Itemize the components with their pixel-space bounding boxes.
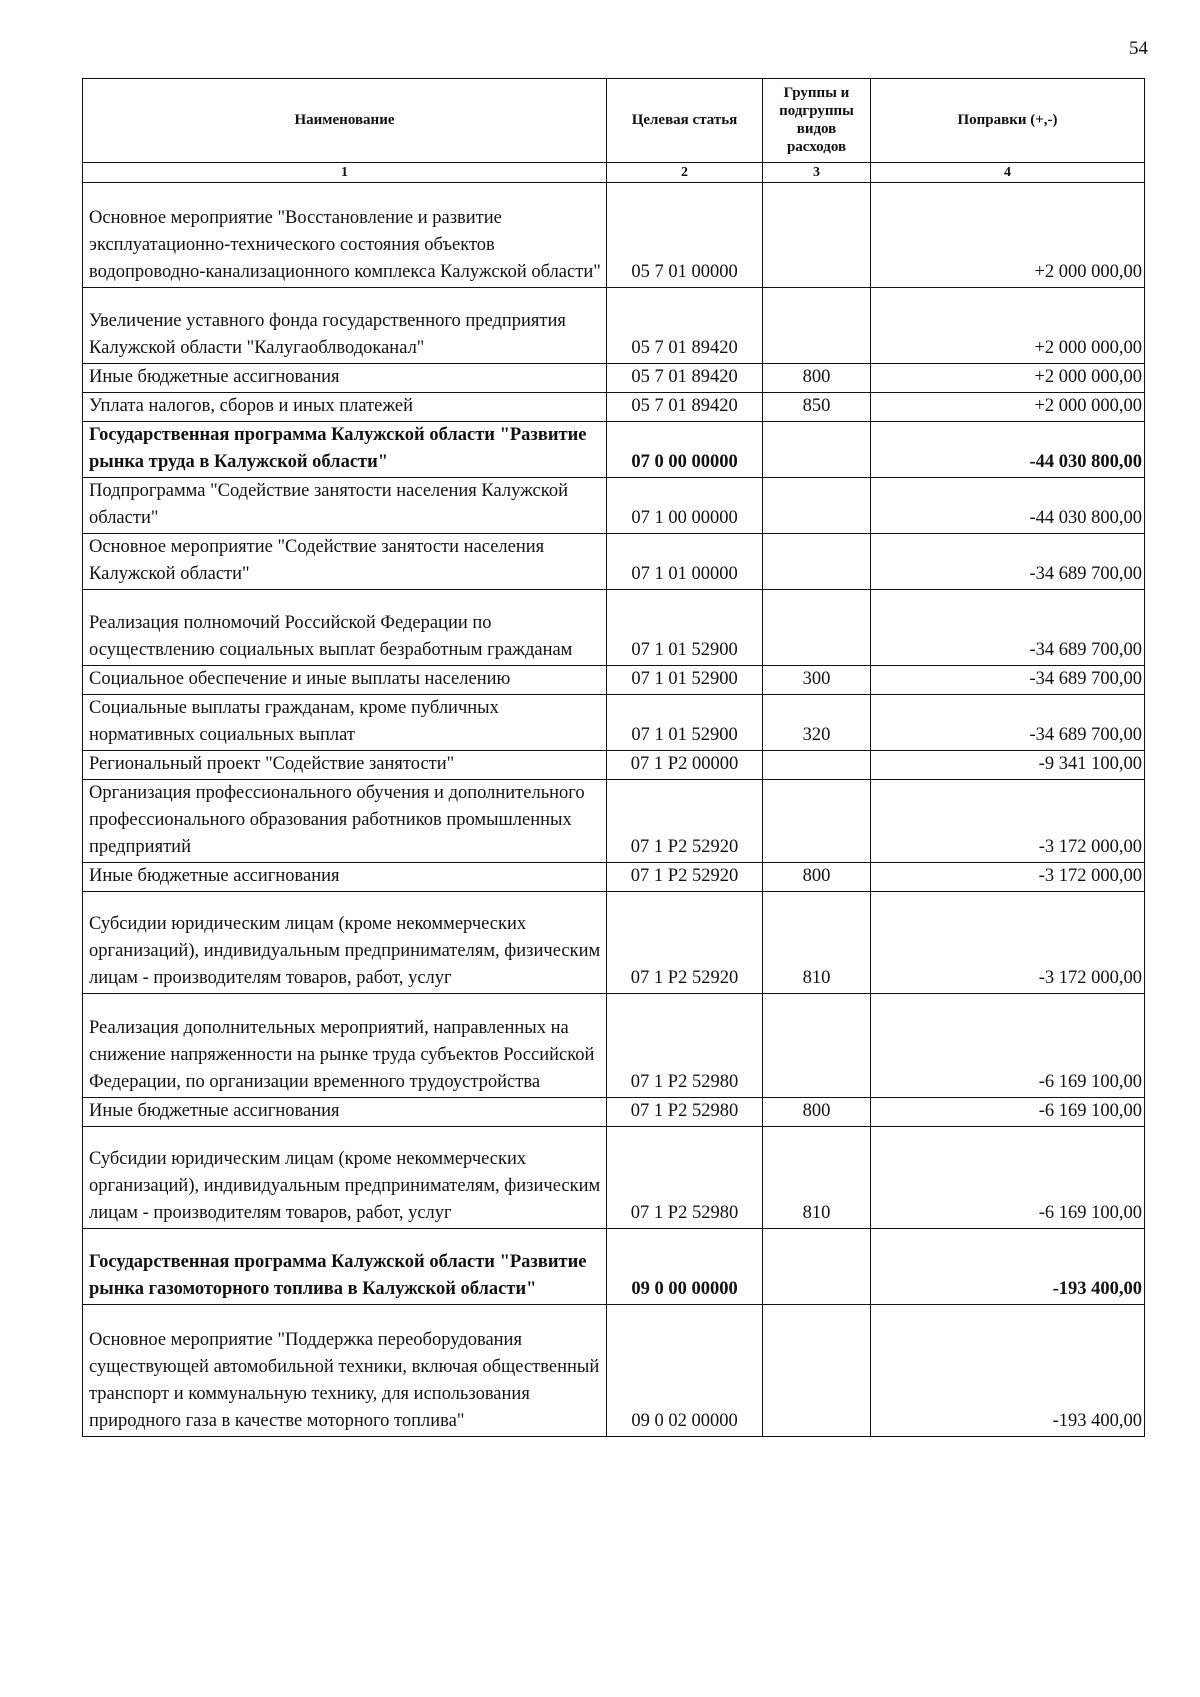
row-code: 09 0 02 00000 xyxy=(607,1305,763,1437)
row-group: 800 xyxy=(763,863,871,892)
row-name: Организация профессионального обучения и дополнительного профессионального образования работников промышленных предприятий xyxy=(83,780,607,863)
row-code: 05 7 01 89420 xyxy=(607,288,763,364)
column-number: 3 xyxy=(763,163,871,183)
budget-amendments-table xyxy=(82,78,1145,1437)
row-code: 05 7 01 89420 xyxy=(607,364,763,393)
row-code: 09 0 00 00000 xyxy=(607,1229,763,1305)
row-name: Иные бюджетные ассигнования xyxy=(83,863,607,892)
row-amount: -3 172 000,00 xyxy=(871,863,1145,892)
column-header-code: Целевая статья xyxy=(607,79,763,163)
row-code: 07 1 00 00000 xyxy=(607,478,763,534)
row-amount: -193 400,00 xyxy=(871,1229,1145,1305)
row-group xyxy=(763,183,871,288)
row-name: Увеличение уставного фонда государственного предприятия Калужской области "Калугаоблводоканал" xyxy=(83,288,607,364)
column-number-row xyxy=(83,163,1145,183)
header-row xyxy=(83,79,1145,163)
row-group xyxy=(763,590,871,666)
row-group xyxy=(763,780,871,863)
table-row xyxy=(83,422,1145,478)
row-name: Реализация полномочий Российской Федерации по осуществлению социальных выплат безработным гражданам xyxy=(83,590,607,666)
row-group: 810 xyxy=(763,892,871,994)
row-code: 07 0 00 00000 xyxy=(607,422,763,478)
row-group: 850 xyxy=(763,393,871,422)
row-group xyxy=(763,994,871,1098)
table-row xyxy=(83,1098,1145,1127)
row-name: Иные бюджетные ассигнования xyxy=(83,1098,607,1127)
row-name: Социальные выплаты гражданам, кроме публичных нормативных социальных выплат xyxy=(83,695,607,751)
row-amount: -3 172 000,00 xyxy=(871,780,1145,863)
row-amount: -6 169 100,00 xyxy=(871,994,1145,1098)
row-code: 07 1 01 52900 xyxy=(607,666,763,695)
row-code: 07 1 P2 52980 xyxy=(607,994,763,1098)
row-name: Основное мероприятие "Восстановление и развитие эксплуатационно-технического состояния объектов водопроводно-канализационного комплекса Калужской области" xyxy=(83,183,607,288)
row-name: Государственная программа Калужской области "Развитие рынка газомоторного топлива в Калужской области" xyxy=(83,1229,607,1305)
table-row xyxy=(83,288,1145,364)
row-amount: -193 400,00 xyxy=(871,1305,1145,1437)
row-code: 07 1 P2 52920 xyxy=(607,863,763,892)
row-code: 07 1 P2 52980 xyxy=(607,1127,763,1229)
row-amount: -6 169 100,00 xyxy=(871,1127,1145,1229)
row-amount: +2 000 000,00 xyxy=(871,393,1145,422)
table-row xyxy=(83,1305,1145,1437)
row-amount: -9 341 100,00 xyxy=(871,751,1145,780)
table-row xyxy=(83,393,1145,422)
row-group xyxy=(763,288,871,364)
table-row xyxy=(83,534,1145,590)
row-name: Социальное обеспечение и иные выплаты населению xyxy=(83,666,607,695)
row-code: 07 1 P2 52980 xyxy=(607,1098,763,1127)
table-row xyxy=(83,478,1145,534)
column-number: 4 xyxy=(871,163,1145,183)
row-code: 05 7 01 89420 xyxy=(607,393,763,422)
row-amount: +2 000 000,00 xyxy=(871,288,1145,364)
row-name: Основное мероприятие "Поддержка переоборудования существующей автомобильной техники, включая общественный транспорт и коммунальную технику, для использования природного газа в качестве моторного топлива" xyxy=(83,1305,607,1437)
row-amount: +2 000 000,00 xyxy=(871,183,1145,288)
row-code: 07 1 01 52900 xyxy=(607,590,763,666)
row-group: 800 xyxy=(763,364,871,393)
table-row xyxy=(83,994,1145,1098)
row-name: Региональный проект "Содействие занятости" xyxy=(83,751,607,780)
table-row xyxy=(83,695,1145,751)
table-row xyxy=(83,780,1145,863)
table-row xyxy=(83,863,1145,892)
row-amount: -44 030 800,00 xyxy=(871,422,1145,478)
row-amount: -34 689 700,00 xyxy=(871,534,1145,590)
row-group xyxy=(763,1229,871,1305)
row-group: 320 xyxy=(763,695,871,751)
row-group xyxy=(763,751,871,780)
row-name: Субсидии юридическим лицам (кроме некоммерческих организаций), индивидуальным предпринимателям, физическим лицам - производителям товаров, работ, услуг xyxy=(83,892,607,994)
table-row xyxy=(83,892,1145,994)
row-amount: -6 169 100,00 xyxy=(871,1098,1145,1127)
table-row xyxy=(83,1229,1145,1305)
row-group xyxy=(763,422,871,478)
row-group: 800 xyxy=(763,1098,871,1127)
row-group xyxy=(763,534,871,590)
column-header-name: Наименование xyxy=(83,79,607,163)
table-row xyxy=(83,364,1145,393)
row-group xyxy=(763,1305,871,1437)
row-group: 810 xyxy=(763,1127,871,1229)
page-number: 54 xyxy=(1129,38,1148,59)
column-number: 1 xyxy=(83,163,607,183)
row-amount: -34 689 700,00 xyxy=(871,590,1145,666)
row-name: Подпрограмма "Содействие занятости населения Калужской области" xyxy=(83,478,607,534)
row-code: 07 1 P2 00000 xyxy=(607,751,763,780)
table-row xyxy=(83,590,1145,666)
table-row xyxy=(83,666,1145,695)
row-name: Субсидии юридическим лицам (кроме некоммерческих организаций), индивидуальным предпринимателям, физическим лицам - производителям товаров, работ, услуг xyxy=(83,1127,607,1229)
table-row xyxy=(83,183,1145,288)
column-header-group: Группы и подгруппы видов расходов xyxy=(763,79,871,163)
table-row xyxy=(83,751,1145,780)
row-amount: -34 689 700,00 xyxy=(871,666,1145,695)
column-number: 2 xyxy=(607,163,763,183)
row-name: Государственная программа Калужской области "Развитие рынка труда в Калужской области" xyxy=(83,422,607,478)
row-name: Основное мероприятие "Содействие занятости населения Калужской области" xyxy=(83,534,607,590)
row-amount: -44 030 800,00 xyxy=(871,478,1145,534)
row-name: Реализация дополнительных мероприятий, направленных на снижение напряженности на рынке труда субъектов Российской Федерации, по организации временного трудоустройства xyxy=(83,994,607,1098)
row-code: 07 1 01 52900 xyxy=(607,695,763,751)
row-code: 07 1 01 00000 xyxy=(607,534,763,590)
row-code: 07 1 P2 52920 xyxy=(607,892,763,994)
row-name: Иные бюджетные ассигнования xyxy=(83,364,607,393)
row-group: 300 xyxy=(763,666,871,695)
column-header-amount: Поправки (+,-) xyxy=(871,79,1145,163)
table-row xyxy=(83,1127,1145,1229)
row-amount: -3 172 000,00 xyxy=(871,892,1145,994)
row-code: 05 7 01 00000 xyxy=(607,183,763,288)
row-code: 07 1 P2 52920 xyxy=(607,780,763,863)
row-group xyxy=(763,478,871,534)
row-amount: +2 000 000,00 xyxy=(871,364,1145,393)
row-name: Уплата налогов, сборов и иных платежей xyxy=(83,393,607,422)
row-amount: -34 689 700,00 xyxy=(871,695,1145,751)
